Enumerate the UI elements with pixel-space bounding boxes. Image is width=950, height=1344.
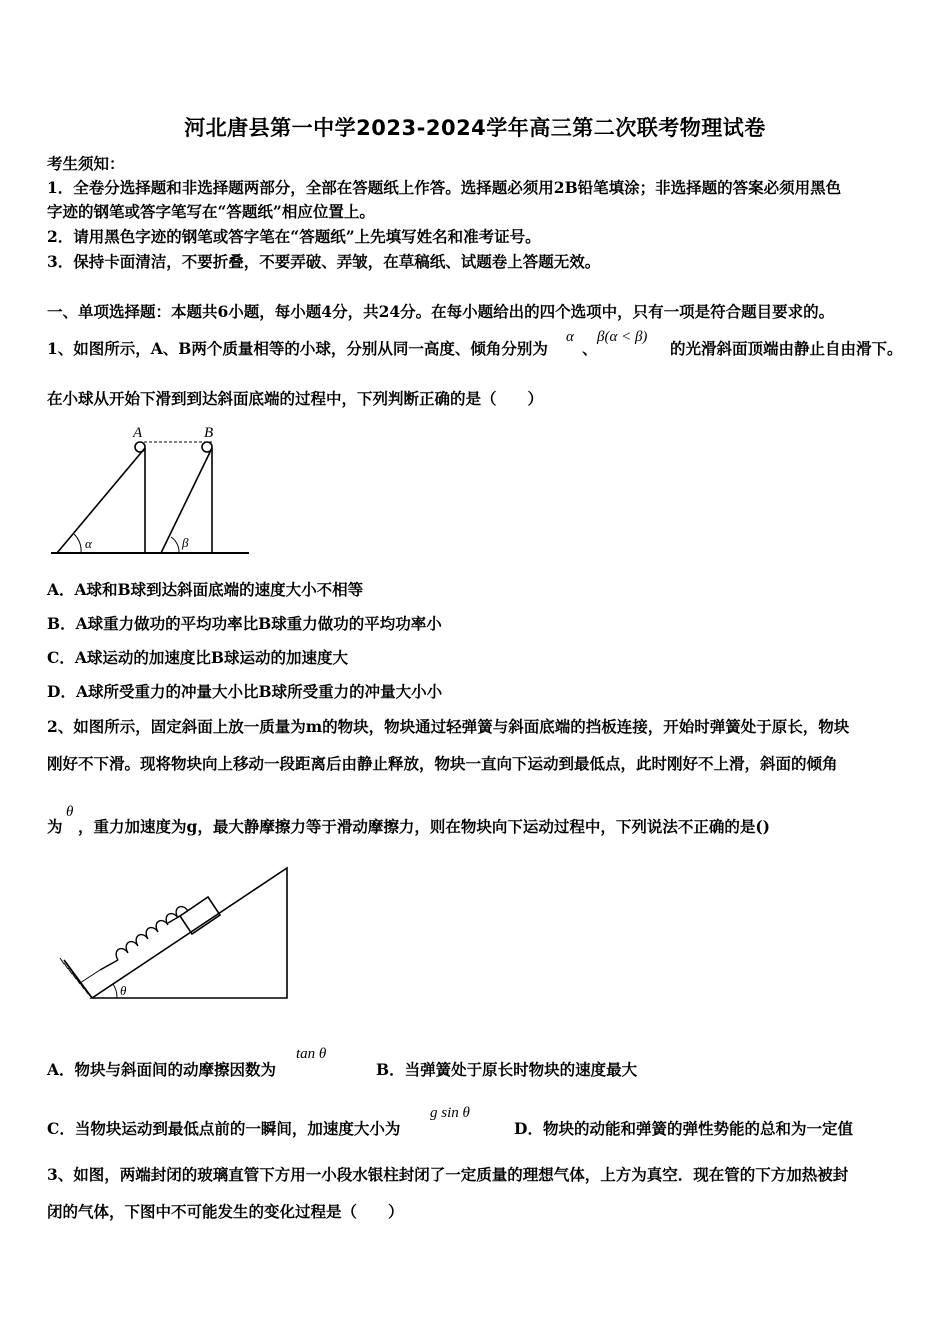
notice-item: 3．保持卡面清洁，不要折叠，不要弄破、弄皱，在草稿纸、试题卷上答题无效。	[47, 252, 601, 271]
q2-option-b: B．当弹簧处于原长时物块的速度最大	[376, 1060, 638, 1079]
spring-lead	[100, 960, 118, 970]
angle-theta-arc	[113, 984, 117, 998]
ball-b	[202, 442, 212, 452]
ball-a	[135, 442, 145, 452]
spring-lead	[168, 916, 180, 923]
label-b: B	[204, 425, 214, 441]
angle-alpha-arc	[74, 534, 81, 553]
q2-option-c-math: g sin θ	[430, 1105, 470, 1121]
q1-stem-text-b: 的光滑斜面顶端由静止自由滑下。	[670, 339, 903, 358]
page-title: 河北唐县第一中学2023-2024学年高三第二次联考物理试卷	[184, 116, 766, 140]
q1-stem-line2: 在小球从开始下滑到到达斜面底端的过程中，下列判断正确的是（ ）	[47, 389, 544, 408]
base-barrier	[64, 960, 92, 998]
q1-stem-text-a: 1、如图所示，A、B两个质量相等的小球，分别从同一高度、倾角分别为	[47, 339, 548, 358]
angle-beta-arc	[171, 537, 179, 553]
notice-heading: 考生须知：	[47, 154, 125, 173]
q2-option-a-math: tan θ	[296, 1046, 327, 1062]
incline-triangle	[92, 868, 287, 998]
q3-stem-line1: 3、如图，两端封闭的玻璃直管下方用一小段水银柱封闭了一定质量的理想气体，上方为真空．现在管的下方加热被封	[47, 1165, 849, 1184]
q1-figure	[47, 420, 257, 560]
q3-stem-line2: 闭的气体，下图中不可能发生的变化过程是（ ）	[47, 1202, 404, 1221]
label-beta: β	[182, 535, 189, 550]
q1-stem-line1	[47, 341, 548, 357]
block	[180, 897, 220, 934]
notice-item: 2．请用黑色字迹的钢笔或答字笔在“答题纸”上先填写姓名和准考证号。	[47, 227, 541, 246]
barrier-plate	[80, 970, 100, 983]
q2-stem-line3a: 为	[47, 817, 63, 836]
q1-math-beta: β(α < β)	[597, 329, 648, 345]
q1-option-a: A．A球和B球到达斜面底端的速度大小不相等	[47, 580, 364, 599]
q2-option-c: C．当物块运动到最低点前的一瞬间，加速度大小为	[47, 1119, 401, 1138]
q2-stem-line2: 刚好不下滑。现将物块向上移动一段距离后由静止释放，物块一直向下运动到最低点，此时刚好不上滑，斜面的倾角	[47, 754, 838, 773]
q2-stem-line1: 2、如图所示，固定斜面上放一质量为m的物块，物块通过轻弹簧与斜面底端的挡板连接，开始时弹簧处于原长，物块	[47, 717, 850, 736]
q2-option-a: A．物块与斜面间的动摩擦因数为	[47, 1060, 277, 1079]
q1-sep: 、	[582, 339, 598, 358]
section-heading: 一、单项选择题：本题共6小题，每小题4分，共24分。在每小题给出的四个选项中，只有一项是符合题目要求的。	[47, 302, 835, 321]
spring-coil	[116, 907, 188, 960]
q2-figure	[50, 860, 300, 1005]
q1-option-d: D．A球所受重力的冲量大小比B球所受重力的冲量大小小	[47, 682, 443, 701]
label-theta: θ	[120, 983, 127, 998]
label-a: A	[133, 425, 143, 441]
label-alpha: α	[85, 536, 92, 551]
q2-option-d: D．物块的动能和弹簧的弹性势能的总和为一定值	[514, 1119, 853, 1138]
q1-math-alpha: α	[566, 329, 574, 345]
q2-stem-line3b: ，重力加速度为g，最大静摩擦力等于滑动摩擦力，则在物块向下运动过程中，下列说法不正确的是()	[78, 817, 771, 836]
notice-item: 1．全卷分选择题和非选择题两部分，全部在答题纸上作答。选择题必须用2B铅笔填涂；非选择题的答案必须用黑色	[47, 178, 842, 197]
q1-option-b: B．A球重力做功的平均功率比B球重力做功的平均功率小	[47, 614, 442, 633]
incline-a-slope	[57, 448, 145, 553]
hatch	[60, 958, 64, 964]
q1-option-c: C．A球运动的加速度比B球运动的加速度大	[47, 648, 348, 667]
notice-item: 字迹的钢笔或答字笔写在“答题纸”相应位置上。	[47, 202, 375, 221]
q2-math-theta: θ	[66, 804, 74, 820]
